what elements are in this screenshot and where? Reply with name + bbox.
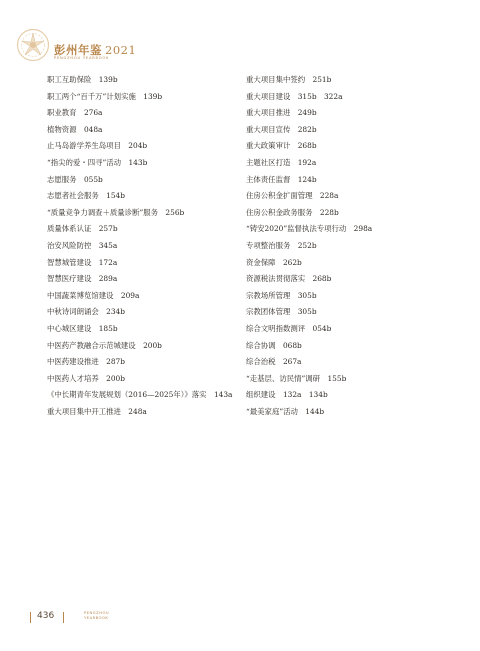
yearbook-emblem-icon [16, 28, 50, 62]
index-entry: 治安风险防控 345a [47, 240, 118, 250]
page-footer [30, 610, 230, 624]
index-entry: 智慧城管建设 172a [47, 257, 118, 267]
index-entry: 资金保障 262b [246, 257, 302, 267]
index-entry: 主体责任监督 124b [246, 174, 317, 184]
index-entry: 中医药产教融合示范城建设 200b [47, 340, 162, 350]
index-entry: 重大项目集中签约 251b [246, 75, 332, 84]
index-entry: 植物资源 048a [47, 124, 103, 134]
page-number: 436 [37, 611, 55, 621]
footer-divider [30, 612, 31, 623]
index-entry: 中国蔬菜博览馆建设 209a [47, 290, 140, 300]
index-entry: 住房公积金政务服务 228b [246, 207, 339, 217]
index-entry: 宗教场所管理 305b [246, 290, 317, 300]
index-entry: 重大项目建设 315b 322a [246, 91, 343, 101]
page-header [0, 0, 480, 68]
index-entry: 重大项目推进 249b [246, 108, 317, 118]
index-entry: 组织建设 132a 134b [246, 390, 328, 400]
index-entry: “质量竞争力调查＋质量诊断”服务 256b [47, 207, 185, 217]
index-entry: 重大项目集中开工推进 248a [47, 406, 147, 416]
index-entry: “指尖的爱・四寻”活动 143b [47, 157, 148, 167]
index-entry: 职业教育 276a [47, 108, 103, 118]
index-entry: 职工互助保险 139b [47, 75, 118, 84]
index-entry: 综合协调 068b [246, 340, 302, 350]
index-entry: 综合文明指数测评 054b [246, 323, 332, 333]
index-entry: “走基层、访民情”调研 155b [246, 373, 347, 383]
index-entry: “最美家庭”活动 144b [246, 406, 325, 416]
index-entry: 中心城区建设 185b [47, 323, 118, 333]
book-title: 彭州年鉴 2021 [54, 43, 137, 57]
index-entry: 质量体系认证 257b [47, 224, 118, 234]
index-entry: 中秋诗词朗诵会 234b [47, 307, 125, 317]
index-entry: 中医药人才培养 200b [47, 373, 125, 383]
index-entry: 专项整治服务 252b [246, 240, 317, 250]
index-entry: 志愿者社会服务 154b [47, 191, 125, 201]
index-entry: 《中长期青年发展规划（2016—2025年）》落实 143a [47, 390, 233, 400]
index-entry: 智慧医疗建设 289a [47, 274, 118, 284]
index-entry: 中医药建设推进 287b [47, 357, 125, 367]
index-entry: 职工两个“百千万”计划实施 139b [47, 91, 163, 101]
index-column-right [246, 72, 446, 420]
index-entry: 主题社区打造 192a [246, 157, 317, 167]
index-entry: 止马岛游学养生岛项目 204b [47, 141, 148, 151]
index-entry: 宗教团体管理 305b [246, 307, 317, 317]
index-entry: 重大政策审计 268b [246, 141, 317, 151]
index-entry: 综合治税 267a [246, 357, 302, 367]
index-entry: 资源税法贯彻落实 268b [246, 274, 332, 284]
footer-divider [63, 612, 64, 623]
index-entry: 志愿服务 055b [47, 174, 103, 184]
index-entry: 住房公积金扩面管理 228a [246, 191, 339, 201]
index-entry: 重大项目宣传 282b [246, 124, 317, 134]
book-subtitle: PENGZHOU YEARBOOK [54, 56, 110, 60]
index-entry: “铸安2020”监督执法专项行动 298a [246, 224, 373, 234]
footer-book-name: PENGZHOU YEARBOOK [84, 611, 110, 620]
index-column-left [47, 72, 242, 420]
